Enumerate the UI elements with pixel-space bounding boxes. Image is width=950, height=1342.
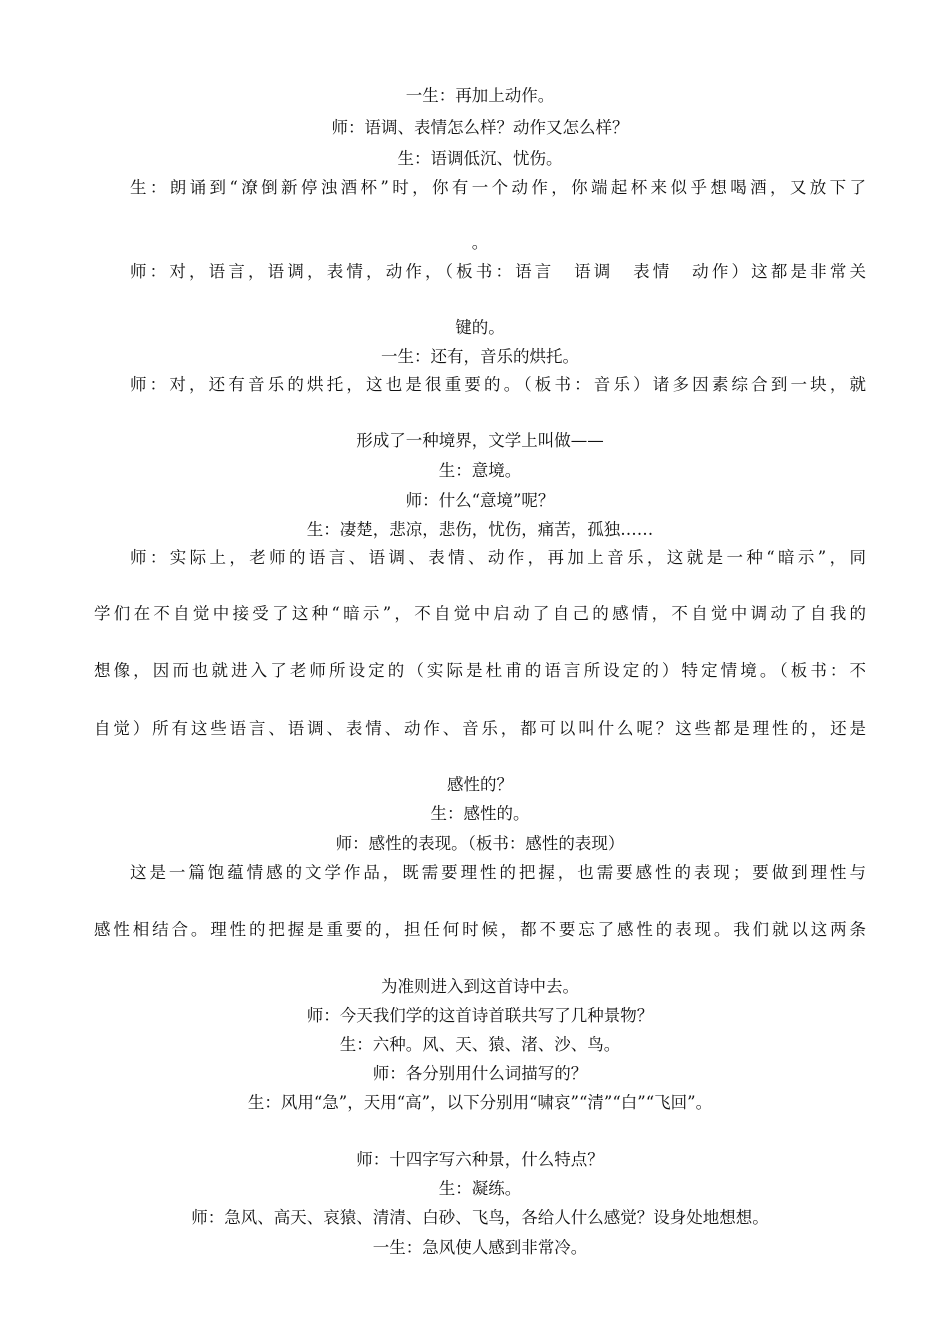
text-line: 。 (471, 233, 489, 252)
text-line: 自觉）所有这些语言、语调、表情、动作、音乐，都可以叫什么呢？这些都是理性的，还是 (94, 719, 866, 738)
text-line: 师：实际上，老师的语言、语调、表情、动作，再加上音乐，这就是一种“暗示”，同 (130, 548, 866, 567)
text-line: 生：意境。 (438, 461, 522, 480)
text-line: 师：什么“意境”呢？ (405, 491, 555, 510)
text-line: 这是一篇饱蕴情感的文学作品，既需要理性的把握，也需要感性的表现；要做到理性与 (130, 863, 866, 882)
text-line: 师：语调、表情怎么样？动作又怎么样？ (331, 118, 629, 137)
text-line: 感性相结合。理性的把握是重要的，担任何时候，都不要忘了感性的表现。我们就以这两条 (94, 920, 866, 939)
text-line: 形成了一种境界，文学上叫做—— (356, 431, 604, 450)
text-line: 一生：急风使人感到非常冷。 (372, 1238, 588, 1257)
text-line: 生：语调低沉、忧伤。 (397, 149, 563, 168)
text-line: 师：十四字写六种景，什么特点？ (356, 1150, 604, 1169)
text-line: 师：对，语言，语调，表情，动作，（板书：语言 语调 表情 动作）这都是非常关 (130, 262, 866, 281)
text-line: 一生：还有，音乐的烘托。 (381, 347, 579, 366)
text-line: 生：凄楚，悲凉，悲伤，忧伤，痛苦，孤独…… (306, 520, 654, 539)
text-line: 为准则进入到这首诗中去。 (381, 977, 579, 996)
text-line: 师：急风、高天、哀猿、清清、白砂、飞鸟，各给人什么感觉？设身处地想想。 (191, 1208, 769, 1227)
text-line: 生：六种。风、天、猿、渚、沙、鸟。 (339, 1035, 621, 1054)
text-line: 师：对，还有音乐的烘托，这也是很重要的。（板书：音乐）诸多因素综合到一块，就 (130, 375, 866, 394)
text-line: 键的。 (455, 318, 505, 337)
text-line: 生：朗诵到“潦倒新停浊酒杯”时，你有一个动作，你端起杯来似乎想喝酒，又放下了 (130, 178, 866, 197)
text-line: 生：感性的。 (430, 804, 530, 823)
text-line: 生：凝练。 (438, 1179, 522, 1198)
text-line: 师：感性的表现。（板书：感性的表现） (335, 834, 625, 853)
text-line: 学们在不自觉中接受了这种“暗示”，不自觉中启动了自己的感情，不自觉中调动了自我的 (94, 604, 866, 623)
text-line: 想像，因而也就进入了老师所设定的（实际是杜甫的语言所设定的）特定情境。（板书：不 (94, 661, 866, 680)
text-line: 师：各分别用什么词描写的？ (372, 1064, 588, 1083)
text-line: 师：今天我们学的这首诗首联共写了几种景物？ (306, 1006, 654, 1025)
text-line: 感性的？ (447, 775, 513, 794)
text-line: 生：风用“急”，天用“高”，以下分别用“啸哀”“清”“白”“飞回”。 (247, 1093, 713, 1112)
text-line: 一生：再加上动作。 (405, 86, 555, 105)
